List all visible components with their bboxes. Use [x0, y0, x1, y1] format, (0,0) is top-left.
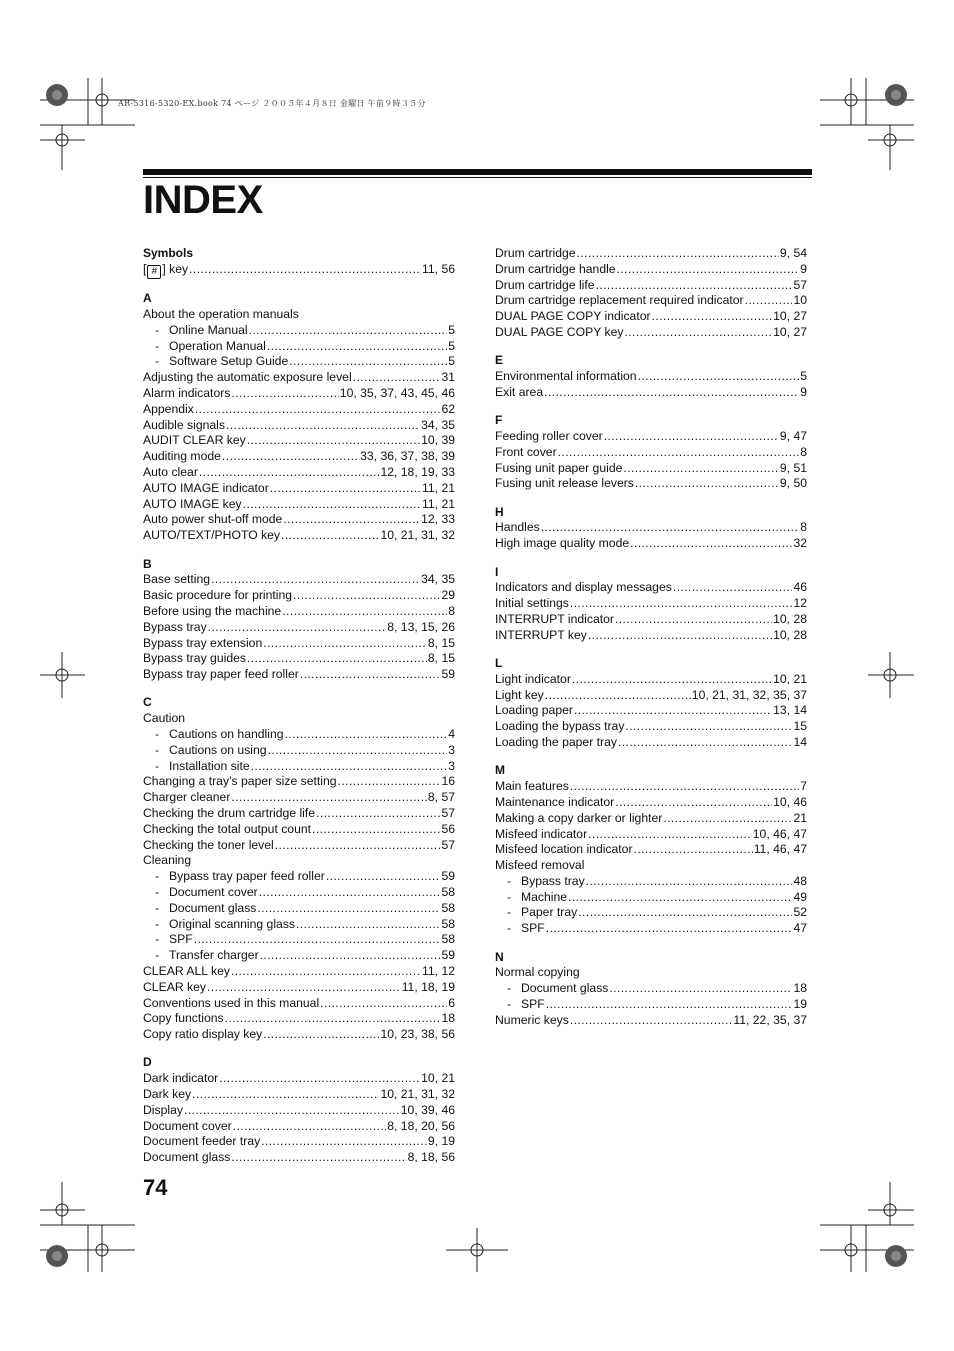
entry-label: Maintenance indicator — [495, 794, 615, 809]
entry-label: Bypass tray paper feed roller — [143, 667, 299, 682]
entry-pages: 10, 21 — [421, 1071, 455, 1086]
entry-pages: 46 — [793, 580, 807, 595]
entry-pages: 8, 13, 15, 26 — [387, 619, 455, 634]
entry-label: - Operation Manual — [155, 339, 266, 355]
entry-label: Alarm indicators — [143, 386, 231, 401]
entry-label: Loading paper — [495, 703, 573, 718]
entry-pages: 10, 27 — [773, 309, 807, 324]
entry-pages: 10, 27 — [773, 324, 807, 339]
entry-pages: 15 — [793, 719, 807, 734]
entry-pages: 58 — [441, 932, 455, 947]
entry-label: Adjusting the automatic exposure level — [143, 370, 352, 385]
entry-pages: 5 — [800, 369, 807, 384]
entry-pages: 29 — [441, 588, 455, 603]
entry-pages: 18 — [793, 981, 807, 996]
entry-pages: 34, 35 — [421, 572, 455, 587]
entry-label: Dark key — [143, 1087, 192, 1102]
entry-label: - Paper tray — [507, 905, 577, 921]
entry-label: - Cautions on using — [155, 743, 267, 759]
entry-pages: 12, 18, 19, 33 — [380, 465, 455, 480]
entry-pages: 6 — [448, 995, 455, 1010]
entry-pages: 49 — [793, 889, 807, 904]
entry-pages: 9 — [800, 384, 807, 399]
entry-pages: 10, 21 — [773, 671, 807, 686]
entry-pages: 8, 18, 56 — [407, 1150, 455, 1165]
entry-label: Basic procedure for printing — [143, 588, 293, 603]
entry-label: Light key — [495, 687, 544, 702]
entry-label: INTERRUPT indicator — [495, 611, 614, 626]
entry-label: Bypass tray — [143, 619, 207, 634]
section-heading: H — [495, 504, 504, 519]
entry-pages: 58 — [441, 916, 455, 931]
entry-pages: 33, 36, 37, 38, 39 — [360, 449, 455, 464]
entry-pages: 10, 28 — [773, 611, 807, 626]
entry-pages: 9, 50 — [779, 476, 807, 491]
entry-label: Drum cartridge handle — [495, 261, 616, 276]
entry-label: Cleaning — [143, 853, 192, 868]
section-heading: Symbols — [143, 246, 194, 260]
entry-label: Appendix — [143, 401, 194, 416]
entry-pages: 56 — [441, 821, 455, 836]
entry-label: Handles — [495, 520, 540, 535]
entry-pages: 3 — [448, 742, 455, 757]
entry-label: About the operation manuals — [143, 307, 299, 322]
entry-label: - SPF — [507, 997, 545, 1013]
entry-label: Before using the machine — [143, 603, 282, 618]
section-heading: B — [143, 556, 152, 571]
entry-pages: 58 — [441, 900, 455, 915]
entry-label: Auto power shut-off mode — [143, 512, 283, 527]
entry-label: AUDIT CLEAR key — [143, 433, 246, 448]
entry-pages: 11, 22, 35, 37 — [733, 1012, 807, 1027]
entry-pages: 10, 35, 37, 43, 45, 46 — [339, 386, 455, 401]
section-heading: C — [143, 695, 152, 710]
section-heading: A — [143, 291, 152, 306]
entry-label: - Online Manual — [155, 323, 248, 339]
entry-pages: 31 — [441, 370, 455, 385]
entry-pages: 32 — [793, 536, 807, 551]
entry-label: Loading the paper tray — [495, 735, 617, 750]
entry-label: Copy functions — [143, 1011, 224, 1026]
entry-label: Drum cartridge replacement required indicator — [495, 293, 744, 308]
entry-label: - Bypass tray — [507, 874, 585, 890]
entry-pages: 10 — [793, 293, 807, 308]
entry-label: - Bypass tray paper feed roller — [155, 869, 325, 885]
entry-pages: 4 — [448, 727, 455, 742]
section-heading: F — [495, 413, 503, 428]
entry-label: CLEAR key — [143, 979, 206, 994]
entry-pages: 8 — [448, 603, 455, 618]
entry-label: - Document cover — [155, 885, 258, 901]
entry-label: CLEAR ALL key — [143, 963, 230, 978]
entry-label: DUAL PAGE COPY indicator — [495, 309, 651, 324]
entry-pages: 62 — [441, 401, 455, 416]
entry-pages: 10, 21, 31, 32 — [380, 1087, 455, 1102]
entry-label: AUTO IMAGE indicator — [143, 480, 269, 495]
entry-label: - Transfer charger — [155, 948, 259, 964]
entry-label: Checking the toner level — [143, 837, 274, 852]
entry-label: Caution — [143, 711, 186, 726]
entry-label: Conventions used in this manual — [143, 995, 320, 1010]
entry-label: - Installation site — [155, 759, 250, 775]
entry-label: Display — [143, 1102, 183, 1117]
entry-label: - Document glass — [507, 981, 608, 997]
entry-label: AUTO IMAGE key — [143, 496, 242, 511]
entry-label: - Cautions on handling — [155, 727, 284, 743]
entry-pages: 12 — [793, 596, 807, 611]
entry-pages: 16 — [441, 774, 455, 789]
entry-pages: 9 — [800, 261, 807, 276]
page-title: INDEX — [143, 178, 263, 222]
entry-pages: 10, 23, 38, 56 — [380, 1027, 455, 1042]
section-heading: N — [495, 949, 504, 964]
entry-pages: 5 — [448, 338, 455, 353]
entry-pages: 21 — [793, 810, 807, 825]
section-heading: I — [495, 564, 499, 579]
entry-pages: 10, 21, 31, 32, 35, 37 — [691, 687, 807, 702]
entry-pages: 59 — [441, 948, 455, 963]
entry-label: High image quality mode — [495, 536, 630, 551]
entry-label: Document glass — [143, 1150, 231, 1165]
entry-pages: 8 — [800, 520, 807, 535]
entry-label: Bypass tray extension — [143, 635, 263, 650]
entry-pages: 8, 15 — [427, 651, 455, 666]
entry-label: Numeric keys — [495, 1012, 569, 1027]
entry-label: Normal copying — [495, 965, 580, 980]
entry-label: Checking the total output count — [143, 821, 312, 836]
entry-label: Checking the drum cartridge life — [143, 806, 316, 820]
entry-label: INTERRUPT key — [495, 627, 587, 642]
entry-label: Document cover — [143, 1118, 232, 1133]
entry-label: Fusing unit paper guide — [495, 460, 623, 475]
entry-label: Auto clear — [143, 465, 198, 480]
entry-pages: 5 — [448, 322, 455, 337]
entry-label: - Document glass — [155, 901, 256, 917]
entry-label: Drum cartridge life — [495, 277, 595, 292]
entry-pages: 7 — [800, 779, 807, 794]
entry-label: Initial settings — [495, 596, 569, 611]
entry-label: Misfeed location indicator — [495, 842, 633, 857]
entry-label: Making a copy darker or lighter — [495, 810, 663, 825]
entry-label: Document feeder tray — [143, 1134, 261, 1149]
entry-label: Dark indicator — [143, 1071, 219, 1086]
entry-pages: 57 — [441, 806, 455, 820]
entry-label: Fusing unit release levers — [495, 476, 634, 491]
hash-key-icon: # — [147, 265, 161, 279]
entry-pages: 11, 56 — [422, 261, 455, 276]
entry-label: - SPF — [507, 921, 545, 937]
entry-pages: 5 — [448, 354, 455, 369]
entry-pages: 57 — [793, 277, 807, 292]
entry-label: Misfeed removal — [495, 858, 585, 873]
entry-label: Loading the bypass tray — [495, 719, 625, 734]
entry-label: Bypass tray guides — [143, 651, 246, 666]
entry-label: Audible signals — [143, 417, 225, 432]
entry-label: - Software Setup Guide — [155, 354, 288, 370]
entry-label: Copy ratio display key — [143, 1027, 263, 1042]
entry-label: Light indicator — [495, 671, 571, 686]
entry-pages: 48 — [793, 873, 807, 888]
file-header-meta: AR-5316-5320-EX.book 74 ページ ２００５年４月８日 金曜日 午前９時３５分 — [118, 99, 426, 108]
entry-label: Feeding roller cover — [495, 428, 603, 443]
entry-label: Front cover — [495, 444, 557, 459]
entry-pages: 10, 46 — [773, 794, 807, 809]
entry-pages: 11, 12 — [422, 963, 455, 978]
entry-pages: 9, 51 — [779, 460, 807, 475]
entry-pages: 3 — [448, 758, 455, 773]
entry-pages: 10, 39 — [421, 433, 455, 448]
entry-pages: 59 — [441, 667, 455, 682]
entry-label: Misfeed indicator — [495, 826, 588, 841]
entry-pages: 9, 19 — [427, 1134, 455, 1149]
entry-label: Charger cleaner — [143, 790, 231, 805]
entry-label: Environmental information — [495, 369, 637, 384]
entry-label: Auditing mode — [143, 449, 221, 464]
entry-pages: 8, 18, 20, 56 — [387, 1118, 455, 1133]
entry-pages: 8, 15 — [427, 635, 455, 650]
entry-pages: 59 — [441, 869, 455, 884]
page-number: 74 — [143, 1175, 168, 1200]
entry-pages: 19 — [793, 996, 807, 1011]
entry-pages: 14 — [793, 735, 807, 750]
entry-label: - Machine — [507, 890, 567, 906]
section-heading: D — [143, 1055, 152, 1070]
entry-pages: 58 — [441, 884, 455, 899]
section-heading: M — [495, 763, 505, 778]
entry-pages: 47 — [793, 921, 807, 936]
entry-pages: 12, 33 — [421, 512, 455, 527]
entry-label: Main features — [495, 779, 569, 794]
entry-pages: 11, 21 — [422, 480, 455, 495]
entry-pages: 13, 14 — [773, 703, 807, 718]
entry-pages: 8 — [800, 444, 807, 459]
entry-pages: 8, 57 — [427, 790, 455, 805]
entry-pages: 11, 46, 47 — [753, 842, 807, 857]
entry-pages: 18 — [441, 1011, 455, 1026]
entry-pages: 57 — [441, 837, 455, 852]
entry-pages: 34, 35 — [421, 417, 455, 432]
entry-pages: 10, 46, 47 — [752, 826, 807, 841]
entry-pages: 11, 18, 19 — [401, 979, 455, 994]
entry-pages: 10, 28 — [773, 627, 807, 642]
section-heading: L — [495, 656, 503, 671]
entry-pages: 11, 21 — [422, 496, 455, 511]
entry-label: - SPF — [155, 932, 193, 948]
entry-label: DUAL PAGE COPY key — [495, 324, 624, 339]
entry-label: Exit area — [495, 384, 544, 399]
entry-label: Drum cartridge — [495, 246, 576, 260]
section-heading: E — [495, 353, 504, 368]
entry-pages: 10, 21, 31, 32 — [380, 528, 455, 543]
entry-pages: 52 — [793, 905, 807, 920]
entry-label: Indicators and display messages — [495, 580, 672, 595]
entry-label: - Original scanning glass — [155, 917, 295, 933]
entry-label: AUTO/TEXT/PHOTO key — [143, 528, 281, 543]
entry-pages: 9, 54 — [779, 246, 807, 260]
entry-pages: 10, 39, 46 — [400, 1102, 455, 1117]
entry-pages: 9, 47 — [779, 428, 807, 443]
entry-label: Base setting — [143, 572, 211, 587]
entry-label-text: key — [169, 261, 189, 276]
entry-label: [ # ] key — [143, 261, 189, 277]
entry-label: Changing a tray’s paper size setting — [143, 774, 337, 789]
